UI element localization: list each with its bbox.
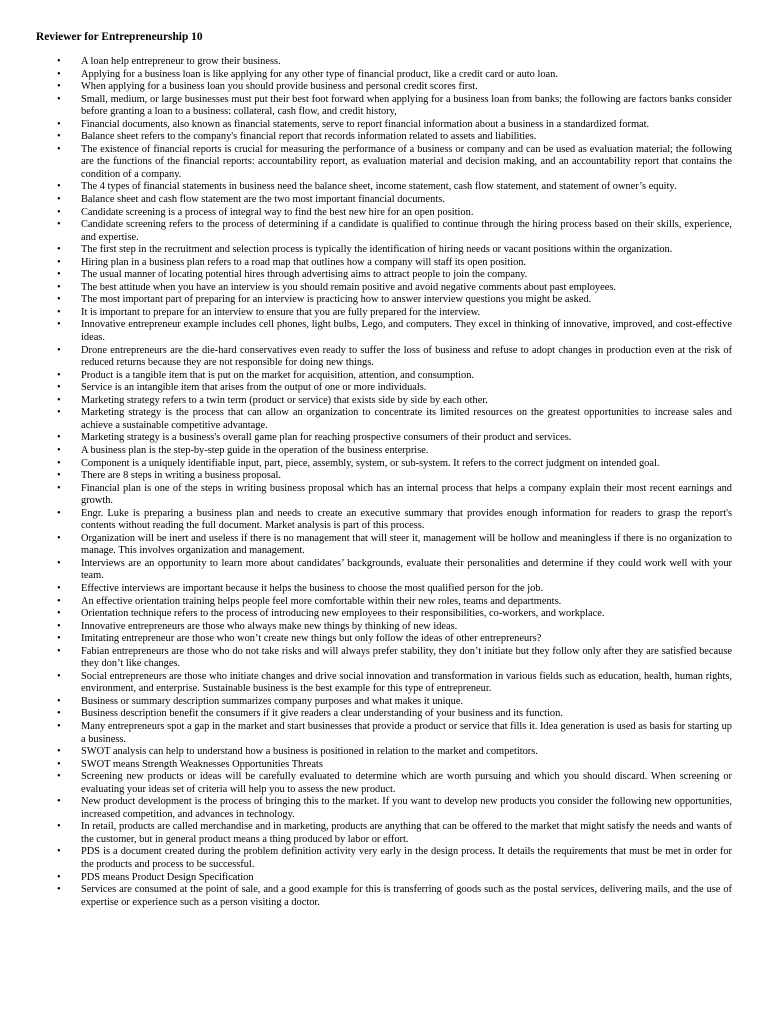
list-item: • Candidate screening is a process of integral way to find the best new hire for an open position. [36,207,732,220]
list-item: • Services are consumed at the point of sale, and a good example for this is transferring of goods such as the postal services, delivering mails, and the use of expertise or experience such as a person visiting a doctor. [36,884,732,909]
list-item: • The 4 types of financial statements in business need the balance sheet, income statement, cash flow statement, and statement of owner’s equity. [36,181,732,194]
list-item: • Screening new products or ideas will be carefully evaluated to determine which are worth pursuing and which you should discard. When screening or evaluating your ideas set of criteria will help you to assess the new product. [36,771,732,796]
list-item: • Social entrepreneurs are those who initiate changes and drive social innovation and transformation in various fields such as education, health, human rights, environment, and enterprise. Sustainable business is the best example for this type of entrepreneur. [36,671,732,696]
list-item: • Organization will be inert and useless if there is no management that will steer it, management will be hollow and meaningless if there is no organization to manage. This involves organization and management. [36,533,732,558]
list-item: • Drone entrepreneurs are the die-hard conservatives even ready to suffer the loss of business and refuse to adopt changes in production even at the risk of reduced returns because they are not responsible for doing new things. [36,345,732,370]
list-item: • PDS is a document created during the problem definition activity very early in the design process. It details the requirements that must be met in order for the products and process to be successful. [36,846,732,871]
list-item: • When applying for a business loan you should provide business and personal credit scores first. [36,81,732,94]
list-item: • Fabian entrepreneurs are those who do not take risks and will always prefer stability, they don’t initiate but they follow only after they are satisfied because they don’t like changes. [36,646,732,671]
list-item: • Product is a tangible item that is put on the market for acquisition, attention, and consumption. [36,370,732,383]
list-item: • Many entrepreneurs spot a gap in the market and start businesses that provide a product or service that fills it. Idea generation is used as basis for starting up a business. [36,721,732,746]
list-item: • Innovative entrepreneurs are those who always make new things by thinking of new ideas. [36,621,732,634]
list-item: • Component is a uniquely identifiable input, part, piece, assembly, system, or sub-system. It refers to the correct judgment on intended goal. [36,458,732,471]
list-item: • The usual manner of locating potential hires through advertising aims to attract people to join the company. [36,269,732,282]
list-item: • PDS means Product Design Specification [36,872,732,885]
list-item: • SWOT means Strength Weaknesses Opportunities Threats [36,759,732,772]
list-item: • Small, medium, or large businesses must put their best foot forward when applying for a business loan from banks; the following are factors banks consider before granting a loan to a business: collateral, cash flow, and credit history, [36,94,732,119]
list-item: • Balance sheet and cash flow statement are the two most important financial documents. [36,194,732,207]
list-item: • An effective orientation training helps people feel more comfortable within their new roles, teams and departments. [36,596,732,609]
list-item: • Financial plan is one of the steps in writing business proposal which has an internal process that helps a company explain their most recent earnings and growth. [36,483,732,508]
list-item: • Marketing strategy is a business's overall game plan for reaching prospective consumers of their product and services. [36,432,732,445]
list-item: • Hiring plan in a business plan refers to a road map that outlines how a company will staff its open position. [36,257,732,270]
list-item: • A loan help entrepreneur to grow their business. [36,56,732,69]
list-item: • Service is an intangible item that arises from the output of one or more individuals. [36,382,732,395]
document-title: Reviewer for Entrepreneurship 10 [36,31,203,43]
list-item: • Innovative entrepreneur example includes cell phones, light bulbs, Lego, and computers. They excel in thinking of innovative, improved, and cost-effective ideas. [36,319,732,344]
list-item: • There are 8 steps in writing a business proposal. [36,470,732,483]
list-item: • The first step in the recruitment and selection process is typically the identification of hiring needs or vacant positions within the organization. [36,244,732,257]
list-item: • The best attitude when you have an interview is you should remain positive and avoid negative comments about past employees. [36,282,732,295]
list-item: • Business or summary description summarizes company purposes and what makes it unique. [36,696,732,709]
list-item: • Interviews are an opportunity to learn more about candidates’ backgrounds, evaluate their personalities and determine if they could work well with your team. [36,558,732,583]
list-item: • Orientation technique refers to the process of introducing new employees to their responsibilities, co-workers, and workplace. [36,608,732,621]
list-item: • SWOT analysis can help to understand how a business is positioned in relation to the market and competitors. [36,746,732,759]
list-item: • It is important to prepare for an interview to ensure that you are fully prepared for the interview. [36,307,732,320]
list-item: • Engr. Luke is preparing a business plan and needs to create an executive summary that provides enough information for readers to grasp the report's contents without reading the full document. Market analysis is part of this process. [36,508,732,533]
list-item: • Business description benefit the consumers if it give readers a clear understanding of your business and its function. [36,708,732,721]
list-item: • Candidate screening refers to the process of determining if a candidate is qualified to continue through the hiring process based on their skills, experience, and expertise. [36,219,732,244]
list-item: • In retail, products are called merchandise and in marketing, products are anything that can be offered to the market that might satisfy the needs and wants of the customer, but in general product means a thing produced by labor or effort. [36,821,732,846]
list-item: • The existence of financial reports is crucial for measuring the performance of a business or company and can be used as evaluation material; the following are the functions of the financial reports: accountability report, as evaluation material and decision making, and an accountability report that contains the condition of a company. [36,144,732,182]
list-item: • Applying for a business loan is like applying for any other type of financial product, like a credit card or auto loan. [36,69,732,82]
list-item: • Effective interviews are important because it helps the business to choose the most qualified person for the job. [36,583,732,596]
list-item: • A business plan is the step-by-step guide in the operation of the business enterprise. [36,445,732,458]
list-item: • Imitating entrepreneur are those who won’t create new things but only follow the ideas of other entrepreneurs? [36,633,732,646]
list-item: • Marketing strategy refers to a twin term (product or service) that exists side by side by each other. [36,395,732,408]
list-item: • The most important part of preparing for an interview is practicing how to answer interview questions you might be asked. [36,294,732,307]
list-item: • Marketing strategy is the process that can allow an organization to concentrate its limited resources on the greatest opportunities to increase sales and achieve a sustainable competitive advantage. [36,407,732,432]
list-item: • Financial documents, also known as financial statements, serve to report financial information about a business in a standardized format. [36,119,732,132]
list-item: • New product development is the process of bringing this to the market. If you want to develop new products you consider the following new opportunities, increased competition, and advances in technology. [36,796,732,821]
reviewer-list [36,56,732,909]
list-item: • Balance sheet refers to the company's financial report that records information related to assets and liabilities. [36,131,732,144]
